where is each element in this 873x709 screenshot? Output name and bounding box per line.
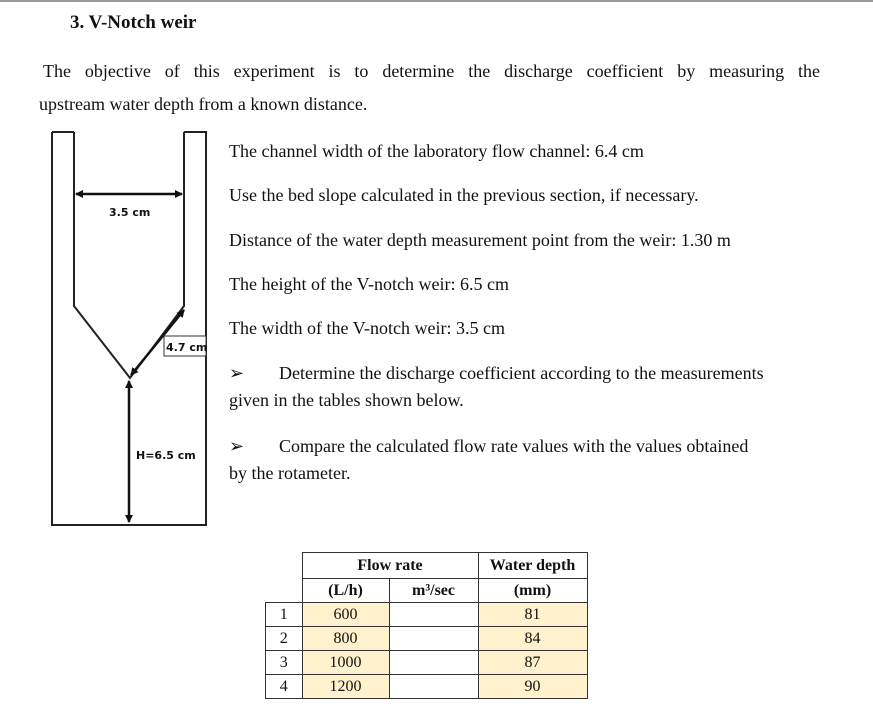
row-number: 1 — [266, 603, 303, 627]
table-row — [266, 627, 588, 651]
task-1 — [229, 363, 764, 384]
bullet-arrow-icon: ➢ — [229, 363, 245, 383]
cell-m3s[interactable] — [389, 651, 478, 675]
cell-lh: 1200 — [302, 675, 389, 699]
bullet-arrow-icon: ➢ — [229, 436, 245, 456]
cell-lh: 800 — [302, 627, 389, 651]
spec-channel-width: The channel width of the laboratory flow channel: 6.4 cm — [229, 141, 644, 161]
spec-notch-width: The width of the V-notch weir: 3.5 cm — [229, 318, 505, 338]
cell-m3s[interactable] — [389, 603, 478, 627]
cell-m3s[interactable] — [389, 675, 478, 699]
side-label: 4.7 cm — [166, 341, 208, 354]
cell-mm: 87 — [478, 651, 587, 675]
cell-lh: 600 — [302, 603, 389, 627]
cell-mm: 90 — [478, 675, 587, 699]
task-2-line-2: by the rotameter. — [229, 463, 351, 483]
unit-mm: (mm) — [478, 579, 587, 603]
table-row — [266, 651, 588, 675]
spec-bed-slope: Use the bed slope calculated in the previous section, if necessary. — [229, 185, 699, 205]
section-heading: 3. V-Notch weir — [70, 12, 197, 33]
unit-lh: (L/h) — [302, 579, 389, 603]
row-number: 3 — [266, 651, 303, 675]
task-1-line-2: given in the tables shown below. — [229, 390, 464, 410]
width-label: 3.5 cm — [109, 206, 151, 219]
height-label: H=6.5 cm — [136, 449, 196, 462]
spec-notch-height: The height of the V-notch weir: 6.5 cm — [229, 274, 509, 294]
task-2-line-1: Compare the calculated flow rate values with the values obtained — [279, 436, 749, 456]
cell-mm: 81 — [478, 603, 587, 627]
measurement-table — [265, 552, 588, 699]
task-1-line-1: Determine the discharge coefficient according to the measurements — [279, 363, 764, 383]
objective-line-1: The objective of this experiment is to determine the discharge coefficient by measuring the — [43, 61, 820, 81]
spec-distance: Distance of the water depth measurement point from the weir: 1.30 m — [229, 230, 731, 250]
row-number: 2 — [266, 627, 303, 651]
cell-mm: 84 — [478, 627, 587, 651]
cell-lh: 1000 — [302, 651, 389, 675]
table-row — [266, 675, 588, 699]
row-number: 4 — [266, 675, 303, 699]
water-depth-header: Water depth — [478, 553, 587, 579]
cell-m3s[interactable] — [389, 627, 478, 651]
unit-m3s: m³/sec — [389, 579, 478, 603]
flow-rate-header: Flow rate — [302, 553, 478, 579]
objective-line-2: upstream water depth from a known distance. — [39, 94, 368, 114]
task-2 — [229, 436, 748, 457]
table-row — [266, 603, 588, 627]
